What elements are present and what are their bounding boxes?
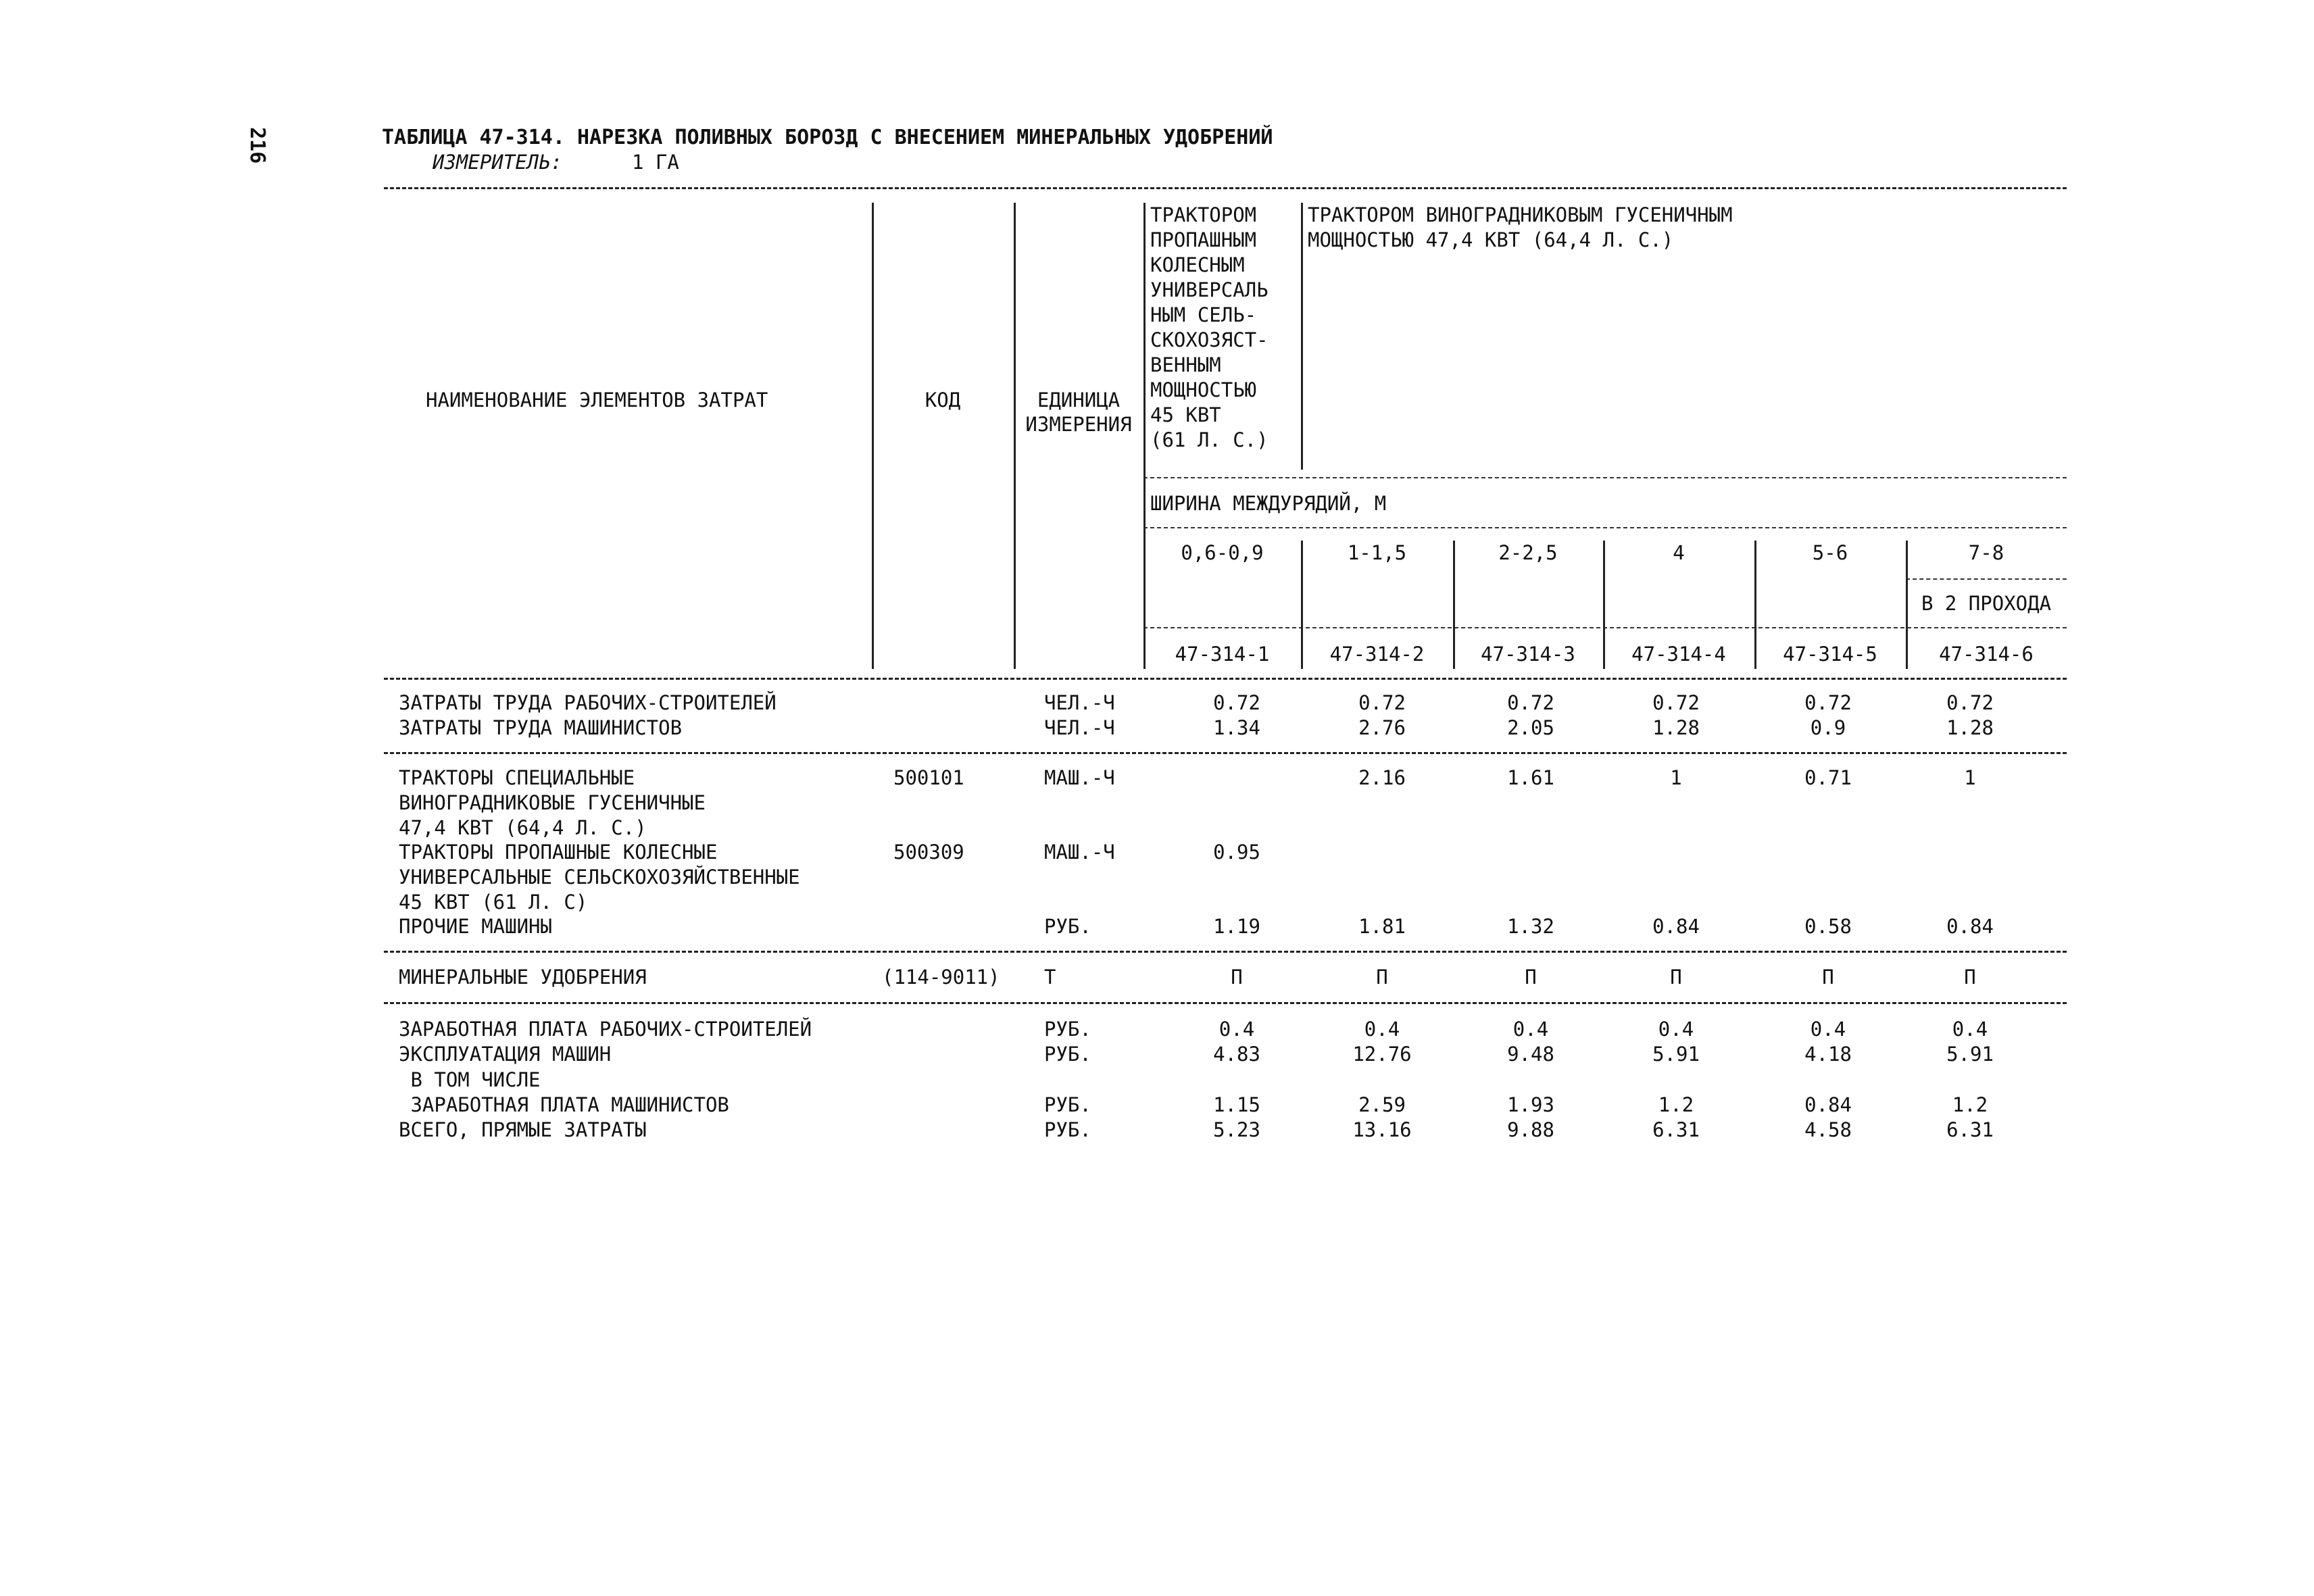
row-name: УНИВЕРСАЛЬНЫЕ СЕЛЬСКОХОЗЯЙСТВЕННЫЕ bbox=[399, 866, 800, 889]
row-value: 0.72 bbox=[1507, 691, 1554, 714]
vline-tractor1 bbox=[1143, 203, 1146, 669]
header-column-code: 47-314-6 bbox=[1939, 643, 2034, 666]
row-value: 2.05 bbox=[1507, 716, 1554, 739]
row-name: ВСЕГО, ПРЯМЫЕ ЗАТРАТЫ bbox=[399, 1118, 647, 1141]
row-code: 500309 bbox=[893, 841, 964, 864]
header-tractor1-line: ВЕННЫМ bbox=[1150, 353, 1221, 376]
row-value: 0.71 bbox=[1804, 766, 1852, 789]
row-value: 1.93 bbox=[1507, 1093, 1554, 1116]
rule-sep-2 bbox=[384, 951, 2067, 953]
row-value: 1.81 bbox=[1358, 915, 1406, 938]
row-unit: РУБ. bbox=[1044, 915, 1091, 938]
header-width-value: 7-8 bbox=[1968, 541, 2004, 564]
row-value: 9.88 bbox=[1507, 1118, 1554, 1141]
row-unit: ЧЕЛ.-Ч bbox=[1044, 716, 1115, 739]
rule-sep-3 bbox=[384, 1002, 2067, 1004]
row-value: 1.15 bbox=[1213, 1093, 1260, 1116]
row-name: 47,4 КВТ (64,4 Л. С.) bbox=[399, 816, 647, 839]
row-value: 1.19 bbox=[1213, 915, 1260, 938]
row-value: 2.59 bbox=[1358, 1093, 1406, 1116]
row-unit: МАШ.-Ч bbox=[1044, 841, 1115, 864]
row-name: МИНЕРАЛЬНЫЕ УДОБРЕНИЯ bbox=[399, 966, 647, 989]
rule-header-bottom bbox=[384, 678, 2067, 680]
row-value: 4.58 bbox=[1804, 1118, 1852, 1141]
row-value: 0.4 bbox=[1810, 1018, 1846, 1041]
row-value: 6.31 bbox=[1652, 1118, 1700, 1141]
row-value: П bbox=[1231, 966, 1243, 989]
header-column-code: 47-314-1 bbox=[1175, 643, 1270, 666]
row-name: ТРАКТОРЫ СПЕЦИАЛЬНЫЕ bbox=[399, 766, 635, 789]
header-tractor1-line: КОЛЕСНЫМ bbox=[1150, 253, 1245, 276]
rule-note bbox=[1906, 578, 2067, 580]
row-value: 1 bbox=[1670, 766, 1682, 789]
row-value: 0.4 bbox=[1952, 1018, 1988, 1041]
header-tractor1-line: СКОХОЗЯСТ- bbox=[1150, 328, 1269, 351]
row-value: 1.32 bbox=[1507, 915, 1554, 938]
vline-tractor2 bbox=[1301, 203, 1303, 470]
row-unit: РУБ. bbox=[1044, 1043, 1091, 1066]
row-value: 0.72 bbox=[1358, 691, 1406, 714]
header-width-label: ШИРИНА МЕЖДУРЯДИЙ, М bbox=[1150, 492, 1387, 515]
row-value: 5.91 bbox=[1652, 1043, 1700, 1066]
row-unit: МАШ.-Ч bbox=[1044, 766, 1115, 789]
header-column-code: 47-314-5 bbox=[1783, 643, 1877, 666]
header-tractor2-2: МОЩНОСТЬЮ 47,4 КВТ (64,4 Л. С.) bbox=[1308, 228, 1674, 251]
header-width-value: 5-6 bbox=[1812, 541, 1848, 564]
row-value: 0.9 bbox=[1810, 716, 1846, 739]
row-value: 0.72 bbox=[1652, 691, 1700, 714]
row-value: 1.34 bbox=[1213, 716, 1260, 739]
row-name: 45 КВТ (61 Л. С) bbox=[399, 891, 588, 914]
header-tractor1-line: ТРАКТОРОМ bbox=[1150, 203, 1257, 226]
header-tractor1-line: МОЩНОСТЬЮ bbox=[1150, 378, 1257, 401]
header-tractor1-line: (61 Л. С.) bbox=[1150, 428, 1269, 451]
row-value: 5.23 bbox=[1213, 1118, 1260, 1141]
header-width-value: 2-2,5 bbox=[1498, 541, 1558, 564]
row-name: ЗАТРАТЫ ТРУДА РАБОЧИХ-СТРОИТЕЛЕЙ bbox=[399, 691, 777, 714]
header-unit-2: ИЗМЕРЕНИЯ bbox=[1025, 413, 1132, 436]
row-value: 0.72 bbox=[1804, 691, 1852, 714]
row-value: 0.58 bbox=[1804, 915, 1852, 938]
row-unit: Т bbox=[1044, 966, 1056, 989]
row-value: 5.91 bbox=[1946, 1043, 1994, 1066]
row-name: ЗАРАБОТНАЯ ПЛАТА РАБОЧИХ-СТРОИТЕЛЕЙ bbox=[399, 1018, 812, 1041]
row-unit: РУБ. bbox=[1044, 1018, 1091, 1041]
row-value: 0.72 bbox=[1213, 691, 1260, 714]
header-unit-1: ЕДИНИЦА bbox=[1037, 389, 1121, 412]
rule-width-top bbox=[1143, 477, 2067, 478]
row-value: 4.83 bbox=[1213, 1043, 1260, 1066]
vline-code bbox=[872, 203, 874, 669]
header-width-note: В 2 ПРОХОДА bbox=[1921, 592, 2052, 615]
row-value: П bbox=[1525, 966, 1537, 989]
row-unit: РУБ. bbox=[1044, 1093, 1091, 1116]
measure-label: ИЗМЕРИТЕЛЬ: bbox=[433, 151, 563, 174]
header-width-value: 0,6-0,9 bbox=[1181, 541, 1264, 564]
row-value: 4.18 bbox=[1804, 1043, 1852, 1066]
header-column-code: 47-314-4 bbox=[1631, 643, 1726, 666]
row-value: 1.61 bbox=[1507, 766, 1554, 789]
row-value: 0.4 bbox=[1658, 1018, 1694, 1041]
row-value: П bbox=[1964, 966, 1976, 989]
row-code: 500101 bbox=[893, 766, 964, 789]
row-value: 0.84 bbox=[1652, 915, 1700, 938]
measure-value: 1 ГА bbox=[632, 151, 679, 174]
rule-width-bottom bbox=[1143, 527, 2067, 528]
table-title: ТАБЛИЦА 47-314. НАРЕЗКА ПОЛИВНЫХ БОРОЗД С ВНЕСЕНИЕМ МИНЕРАЛЬНЫХ УДОБРЕНИЙ bbox=[382, 126, 1273, 149]
row-value: 0.84 bbox=[1804, 1093, 1852, 1116]
header-tractor2-1: ТРАКТОРОМ ВИНОГРАДНИКОВЫМ ГУСЕНИЧНЫМ bbox=[1308, 203, 1733, 226]
header-tractor1-line: НЫМ СЕЛЬ- bbox=[1150, 303, 1257, 326]
row-value: 2.16 bbox=[1358, 766, 1406, 789]
row-name: ЗАТРАТЫ ТРУДА МАШИНИСТОВ bbox=[399, 716, 683, 739]
row-value: 2.76 bbox=[1358, 716, 1406, 739]
row-name: ПРОЧИЕ МАШИНЫ bbox=[399, 915, 552, 938]
row-name: ЭКСПЛУАТАЦИЯ МАШИН bbox=[399, 1043, 612, 1066]
row-unit: ЧЕЛ.-Ч bbox=[1044, 691, 1115, 714]
header-width-value: 1-1,5 bbox=[1347, 541, 1407, 564]
row-value: 0.4 bbox=[1512, 1018, 1549, 1041]
row-value: 1.28 bbox=[1652, 716, 1700, 739]
row-value: 0.95 bbox=[1213, 841, 1260, 864]
rule-codes bbox=[1143, 627, 2067, 628]
header-width-value: 4 bbox=[1673, 541, 1685, 564]
header-tractor1-line: УНИВЕРСАЛЬ bbox=[1150, 278, 1269, 301]
row-value: 0.4 bbox=[1218, 1018, 1255, 1041]
row-value: 12.76 bbox=[1352, 1043, 1412, 1066]
row-value: 13.16 bbox=[1352, 1118, 1412, 1141]
row-name: В ТОМ ЧИСЛЕ bbox=[399, 1068, 541, 1091]
row-value: П bbox=[1376, 966, 1388, 989]
header-column-code: 47-314-2 bbox=[1329, 643, 1425, 666]
header-tractor1-line: 45 КВТ bbox=[1150, 403, 1221, 426]
row-value: 0.72 bbox=[1946, 691, 1994, 714]
row-value: П bbox=[1670, 966, 1682, 989]
rule-sep-1 bbox=[384, 752, 2067, 754]
rule-top bbox=[384, 187, 2067, 189]
row-value: 1.2 bbox=[1658, 1093, 1694, 1116]
header-name: НАИМЕНОВАНИЕ ЭЛЕМЕНТОВ ЗАТРАТ bbox=[426, 389, 768, 412]
row-name: ТРАКТОРЫ ПРОПАШНЫЕ КОЛЕСНЫЕ bbox=[399, 841, 718, 864]
page-number: 216 bbox=[245, 127, 269, 164]
row-value: 1.28 bbox=[1946, 716, 1994, 739]
row-value: 6.31 bbox=[1946, 1118, 1994, 1141]
row-value: 9.48 bbox=[1507, 1043, 1554, 1066]
row-value: 1 bbox=[1964, 766, 1976, 789]
row-name: ЗАРАБОТНАЯ ПЛАТА МАШИНИСТОВ bbox=[399, 1093, 729, 1116]
row-value: 0.4 bbox=[1364, 1018, 1400, 1041]
header-code: КОД bbox=[925, 389, 961, 412]
row-value: 1.2 bbox=[1952, 1093, 1988, 1116]
row-code: (114-9011) bbox=[882, 966, 1000, 989]
row-value: П bbox=[1822, 966, 1834, 989]
header-tractor1-line: ПРОПАШНЫМ bbox=[1150, 228, 1257, 251]
row-name: ВИНОГРАДНИКОВЫЕ ГУСЕНИЧНЫЕ bbox=[399, 791, 706, 814]
row-value: 0.84 bbox=[1946, 915, 1994, 938]
row-unit: РУБ. bbox=[1044, 1118, 1091, 1141]
header-column-code: 47-314-3 bbox=[1481, 643, 1575, 666]
